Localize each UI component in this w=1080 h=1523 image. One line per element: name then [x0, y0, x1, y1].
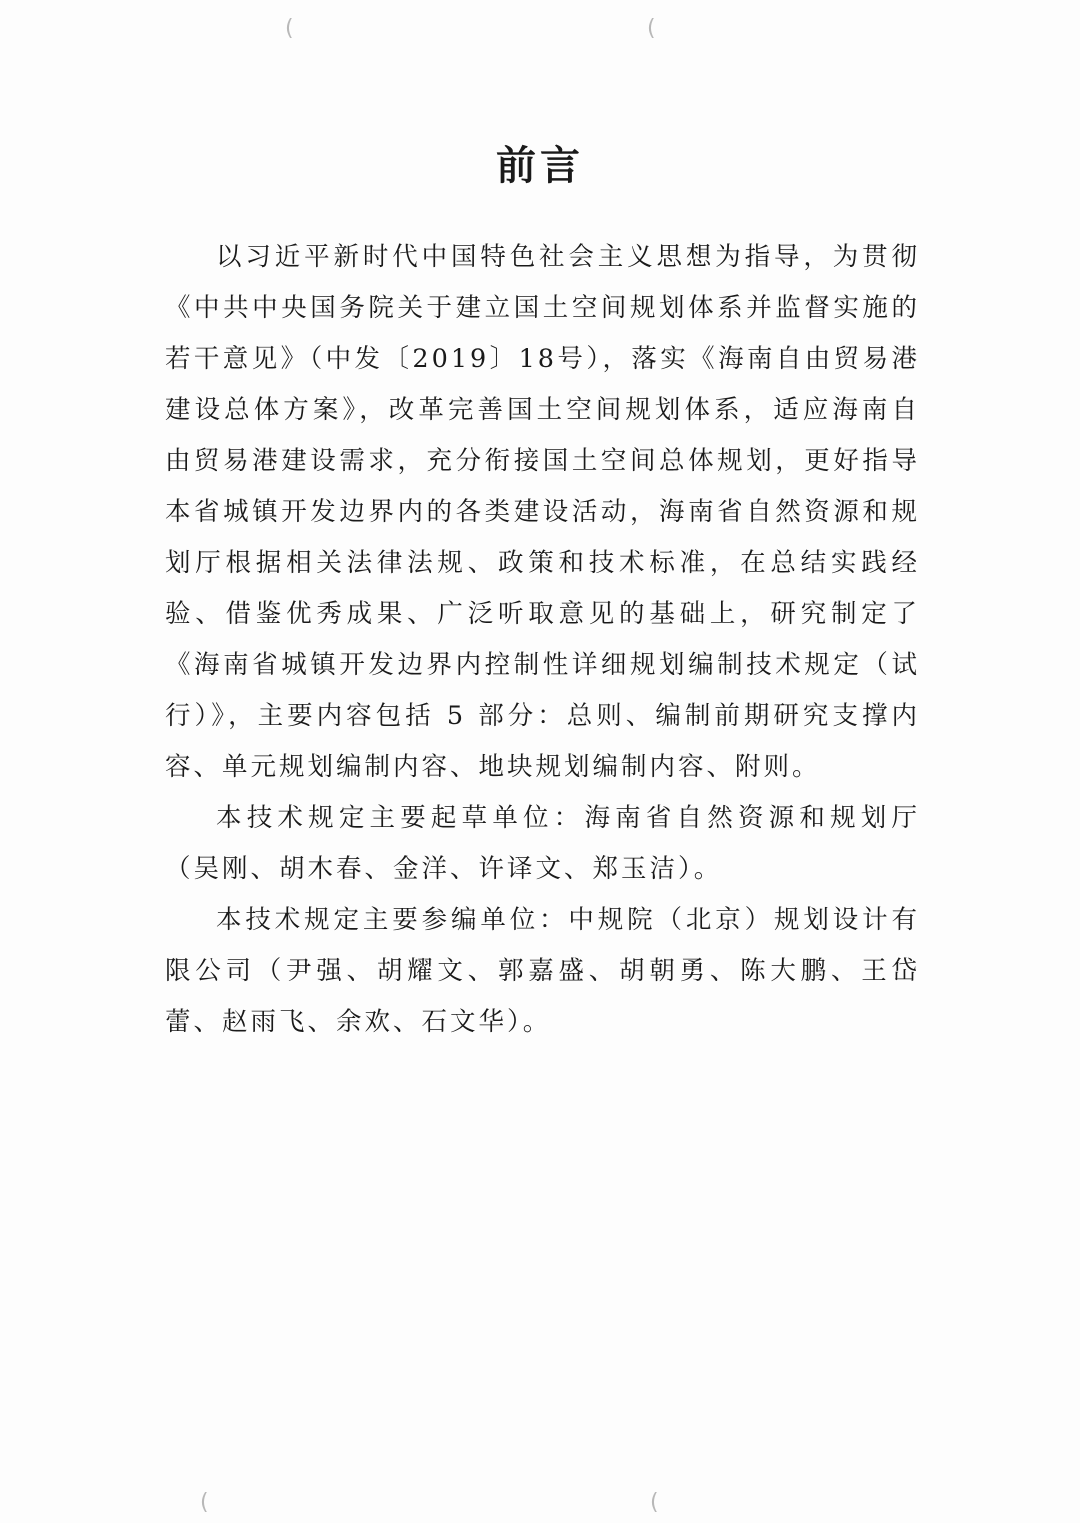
document-body	[165, 232, 920, 1048]
paragraph-participating-unit: 本技术规定主要参编单位：中规院（北京）规划设计有限公司（尹强、胡耀文、郭嘉盛、胡朝勇、陈大鹏、王岱蕾、赵雨飞、余欢、石文华）。	[165, 905, 920, 1037]
scan-mark: (	[200, 1490, 209, 1515]
paragraph-intro: 以习近平新时代中国特色社会主义思想为指导，为贯彻《中共中央国务院关于建立国土空间规划体系并监督实施的若干意见》（中发〔2019〕18号），落实《海南自由贸易港建设总体方案》，改革完善国土空间规划体系，适应海南自由贸易港建设需求，充分衔接国土空间总体规划，更好指导本省城镇开发边界内的各类建设活动，海南省自然资源和规划厅根据相关法律法规、政策和技术标准，在总结实践经验、借鉴优秀成果、广泛听取意见的基础上，研究制定了《海南省城镇开发边界内控制性详细规划编制技术规定（试行）》，主要内容包括 5 部分：总则、编制前期研究支撑内容、单元规划编制内容、地块规划编制内容、附则。	[165, 242, 920, 782]
paragraph-drafting-unit: 本技术规定主要起草单位：海南省自然资源和规划厅（吴刚、胡木春、金洋、许译文、郑玉洁）。	[165, 803, 920, 884]
scan-mark: (	[647, 16, 656, 41]
page-title: 前言	[496, 143, 584, 189]
scan-mark: (	[285, 16, 294, 41]
scan-mark: (	[650, 1490, 659, 1515]
